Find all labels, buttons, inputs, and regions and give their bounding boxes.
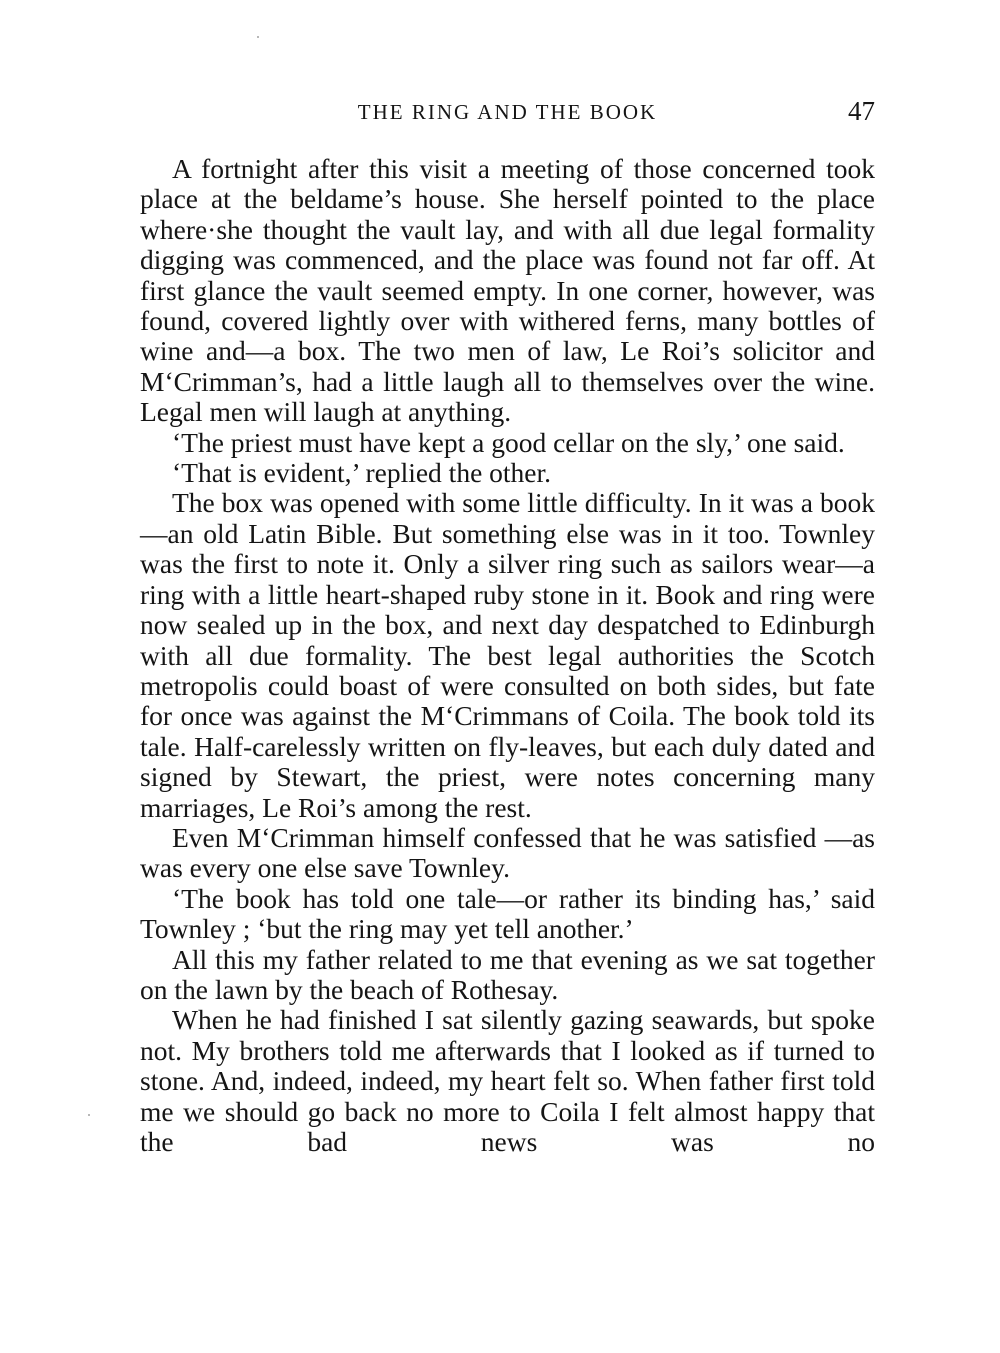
paragraph: ‘The priest must have kept a good cellar on the sly,’ one said. — [172, 426, 845, 458]
paragraph: The box was opened with some little difficulty. In it was a book—an old Latin Bible. But something else was in it too. Townley was the first to note it. Only a silver ring such as sailors wear—a ring with a little heart-shaped ruby stone in it. Book and ring were now sealed up in the box, and next day despatched to Edinburgh with all due formality. The best legal authorities the Scotch metropolis could boast of were consulted on both sides, but fate for once was against the M‘Crimmans of Coila. The book told its tale. Half-carelessly written on fly-leaves, but each duly dated and signed by Stewart, the priest, were notes concerning many marriages, Le Roi’s among the rest. — [140, 487, 875, 823]
paragraph: A fortnight after this visit a meeting of those concerned took place at the beldame’s house. She herself pointed to the place where·she thought the vault lay, and with all due legal formality digging was commenced, and the place was found not far off. At first glance the vault seemed empty. In one corner, however, was found, covered lightly over with withered ferns, many bottles of wine and—a box. The two men of law, Le Roi’s solicitor and M‘Crimman’s, had a little laugh all to themselves over the wine. Legal men will laugh at anything. — [140, 153, 875, 428]
running-head — [140, 96, 875, 130]
body-text — [140, 154, 875, 1157]
paper-speck — [88, 1114, 90, 1116]
running-title: THE RING AND THE BOOK — [357, 100, 658, 124]
paragraph: All this my father related to me that evening as we sat together on the lawn by the beach of Rothesay. — [140, 943, 875, 1005]
paper-speck — [257, 36, 259, 38]
paragraph: ‘That is evident,’ replied the other. — [172, 457, 552, 489]
paragraph: When he had finished I sat silently gazing seawards, but spoke not. My brothers told me afterwards that I looked as if turned to stone. And, indeed, indeed, my heart felt so. When father first told me we should go back no more to Coila I felt almost happy that the bad news was no — [140, 1004, 875, 1157]
page-number: 47 — [848, 96, 875, 126]
paragraph: Even M‘Crimman himself confessed that he was satisfied —as was every one else save Townley. — [140, 821, 875, 884]
paragraph: ‘The book has told one tale—or rather its binding has,’ said Townley ; ‘but the ring may yet tell another.’ — [140, 882, 875, 945]
